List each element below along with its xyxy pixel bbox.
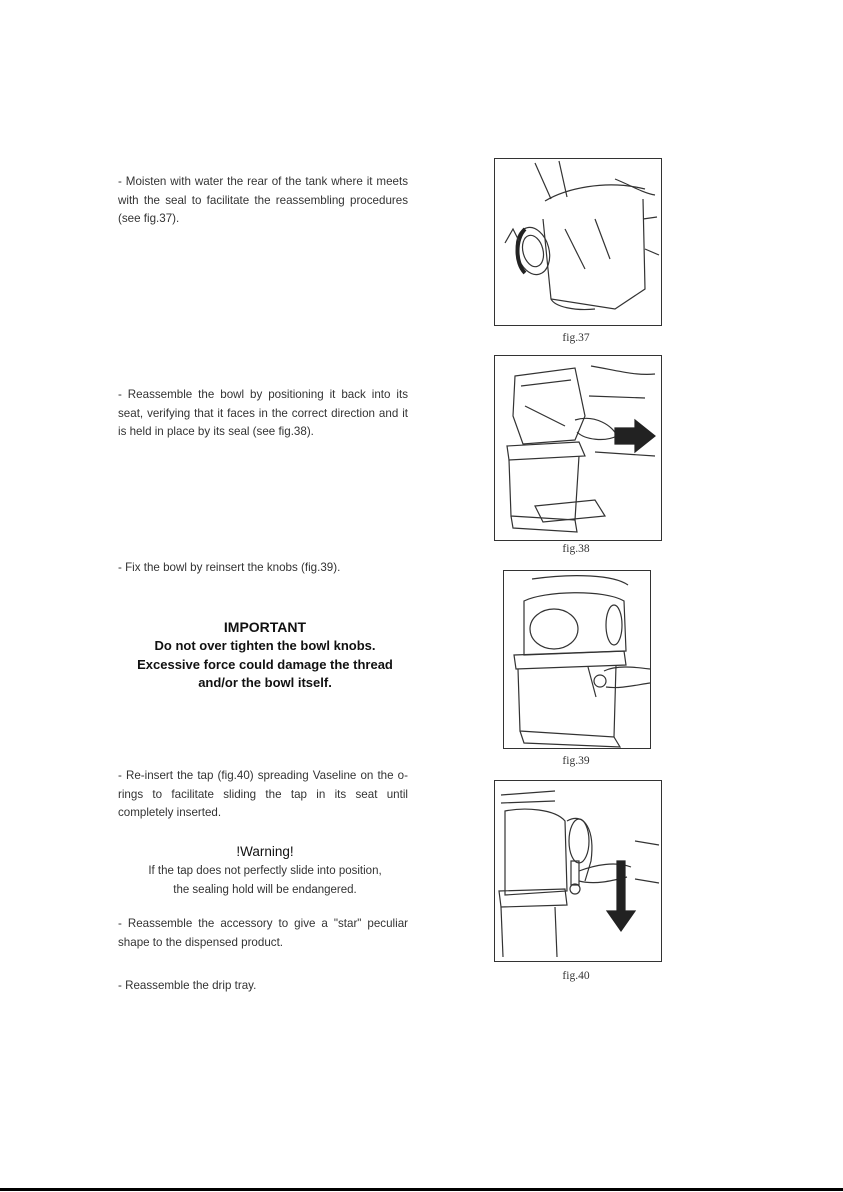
- bowl-reposition-illustration: [494, 355, 662, 541]
- fig40-caption: fig.40: [562, 970, 590, 982]
- step-fix-bowl-knobs: - Fix the bowl by reinsert the knobs (fig.39).: [118, 561, 341, 574]
- fig37-caption: fig.37: [562, 332, 590, 344]
- step-reinsert-tap: - Re-insert the tap (fig.40) spreading Vaseline on the o-rings to facilitate sliding the tap in its seat until completely inserted.: [118, 769, 408, 819]
- tap-reinsert-illustration: [494, 780, 662, 962]
- warning-line: If the tap does not perfectly slide into position,: [148, 865, 382, 877]
- knob-reinsert-illustration: [503, 570, 651, 749]
- warning-notice: [110, 842, 420, 899]
- step-reassemble-drip-tray: - Reassemble the drip tray.: [118, 979, 257, 992]
- fig38-caption: fig.38: [562, 543, 590, 555]
- warning-line: the sealing hold will be endangered.: [173, 883, 357, 896]
- tank-rear-seal-illustration: [494, 158, 662, 326]
- important-line: Excessive force could damage the thread: [137, 656, 393, 672]
- important-title: IMPORTANT: [223, 619, 307, 635]
- important-line: and/or the bowl itself.: [198, 675, 332, 690]
- warning-title: !Warning!: [236, 844, 294, 859]
- important-notice: [110, 618, 420, 693]
- important-line: Do not over tighten the bowl knobs.: [154, 638, 376, 653]
- step-reassemble-bowl: - Reassemble the bowl by positioning it back into its seat, verifying that it faces in the correct direction and it is held in place by its seal (see fig.38).: [118, 388, 408, 438]
- step-moisten-tank: - Moisten with water the rear of the tank where it meets with the seal to facilitate the reassembling procedures (see fig.37).: [118, 175, 408, 225]
- step-reassemble-accessory: - Reassemble the accessory to give a "star" peculiar shape to the dispensed product.: [118, 917, 408, 949]
- fig39-caption: fig.39: [562, 755, 590, 767]
- page-bottom-rule: [0, 1188, 843, 1191]
